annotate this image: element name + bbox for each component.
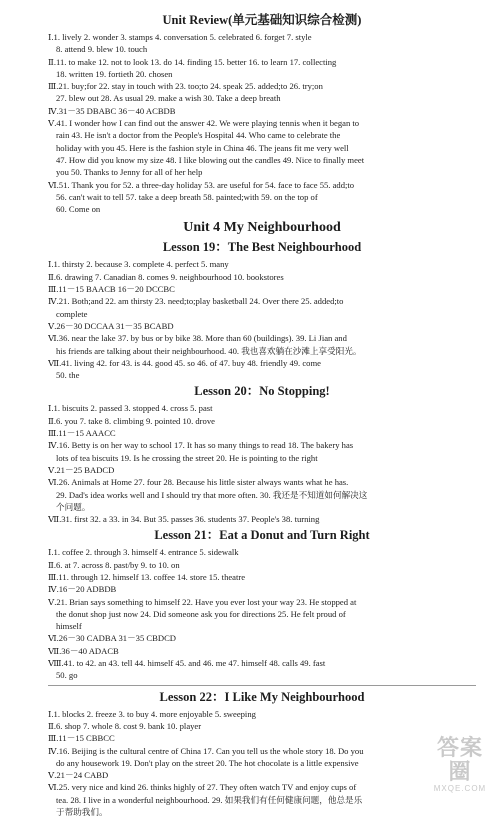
answer-line: Ⅷ.41. to 42. an 43. tell 44. himself 45. and 46. me 47. himself 48. calls 49. fast [48,658,326,669]
answer-line: Ⅱ.6. at 7. across 8. past/by 9. to 10. on [48,559,180,570]
answer-line: 50. the [56,370,80,381]
unit-title: Unit 4 My Neighbourhood [183,220,341,236]
watermark-logo: 答案圈 [436,735,483,784]
answer-line: Ⅴ.21－25 BADCD [48,464,115,475]
answer-line: complete [56,308,88,319]
answer-line: Ⅳ.31－35 DBABC 36－40 ACBDB [48,105,176,116]
unit-review-title: Unit Review(单元基础知识综合检测) [162,13,362,27]
answer-line: Ⅱ.6. you 7. take 8. climbing 9. pointed 10. drove [48,415,215,426]
lesson-20-answers [48,402,476,525]
answer-line: Ⅰ.1. lively 2. wonder 3. stamps 4. conversation 5. celebrated 6. forget 7. style [48,32,312,42]
answer-line: 27. blew out 28. As usual 29. make a wish 30. Take a deep breath [56,93,281,104]
lesson-22-title: Lesson 22：I Like My Neighbourhood [159,689,365,704]
lesson-21-answers [48,546,476,681]
lesson-19-answers [48,258,476,381]
answer-line: 60. Come on [56,204,101,215]
answer-line: Ⅲ.11－15 BAACB 16－20 DCCBC [48,284,175,295]
answer-line: Ⅳ.21. Both;and 22. am thirsty 23. need;to;play basketball 24. Over there 25. added;to [48,296,344,307]
lesson-20-title: Lesson 20：No Stopping! [194,384,330,399]
answer-line: the donut shop just now 24. Did someone ask you for directions 25. He felt proud of [56,608,346,619]
lesson-19-title: Lesson 19：The Best Neighbourhood [162,240,362,255]
lesson-22-answers [48,708,476,818]
answer-line: Ⅵ.26－30 CADBA 31－35 CBDCD [48,633,177,644]
answer-line: do any housework 19. Don't play on the street 20. The hot chocolate is a little expensive [56,757,359,768]
answer-line: Ⅱ.6. shop 7. whole 8. cost 9. bank 10. player [48,720,202,731]
answer-line: rain 43. He isn't a doctor from the People's Hospital 44. Who came to celebrate the [56,130,341,141]
answer-line: Ⅵ.36. near the lake 37. by bus or by bike 38. More than 60 (buildings). 39. Li Jian and [48,333,347,344]
unit-review-answers [48,31,476,215]
answer-line: Ⅱ.11. to make 12. not to look 13. do 14. finding 15. better 16. to learn 17. collecting [48,56,337,67]
answer-line: Ⅴ.21. Brian says something to himself 22. Have you ever lost your way 23. He stopped at [48,596,357,607]
answer-line: Ⅲ.21. buy;for 22. stay in touch with 23. too;to 24. speak 25. added;to 26. try;on [48,81,323,92]
answer-line: tea. 28. I live in a wonderful neighbourhood. 29. 如果我们有任何健康问题，他总是乐 [56,794,363,805]
answer-line: Ⅴ.21－24 CABD [48,770,109,781]
site-watermark [428,736,492,794]
answer-line: Ⅰ.1. blocks 2. freeze 3. to buy 4. more enjoyable 5. sweeping [48,708,256,719]
answer-line: Ⅰ.1. coffee 2. through 3. himself 4. entrance 5. sidewalk [48,547,239,558]
answer-line: Ⅲ.11－15 AAACC [48,428,116,439]
answer-line: 18. written 19. fortieth 20. chosen [56,68,173,79]
answer-line: Ⅵ.25. very nice and kind 26. thinks highly of 27. They often watch TV and enjoy cups of [48,782,357,793]
answer-line: Ⅳ.16. Betty is on her way to school 17. It has so many things to read 18. The bakery has [48,440,354,451]
lesson-21-title: Lesson 21：Eat a Donut and Turn Right [154,528,370,543]
answer-line: 个问题。 [56,501,91,512]
answer-line: holiday with you 45. Here is the fashion style in China 46. The jeans fit me very well [56,142,349,153]
answer-line: Ⅰ.1. biscuits 2. passed 3. stopped 4. cross 5. past [48,403,213,414]
answer-line: Ⅲ.11－15 CBBCC [48,733,115,744]
answer-line: Ⅵ.51. Thank you for 52. a three-day holiday 53. are useful for 54. face to face 55. add;to [48,179,355,190]
answer-line: Ⅰ.1. thirsty 2. because 3. complete 4. perfect 5. many [48,259,229,270]
answer-line: Ⅳ.16－20 ADBDB [48,584,117,595]
answer-line: lots of tea biscuits 19. Is he crossing the street 20. He is pointing to the right [56,452,318,463]
answer-line: 56. can't wait to tell 57. take a deep breath 58. painted;with 59. on the top of [56,191,318,202]
answer-line: Ⅶ.41. living 42. for 43. is 44. good 45. so 46. of 47. buy 48. friendly 49. come [48,357,321,368]
answer-line: 8. attend 9. blew 10. touch [56,44,148,55]
answer-line: Ⅳ.16. Beijing is the cultural centre of China 17. Can you tell us the whole story 18. Do you [48,745,364,756]
watermark-url: MXQE.COM [433,784,487,793]
answer-line: you 50. Thanks to Jenny for all of her help [56,167,203,178]
answer-line: his friends are talking about their neighbourhood. 40. 我也喜欢躺在沙滩上享受阳光。 [56,345,362,356]
answer-line: 29. Dad's idea works well and I should try that more often. 30. 我还是不知道如何解决这 [56,489,368,500]
answer-line: Ⅴ.41. I wonder how I can find out the answer 42. We were playing tennis when it began to [48,118,360,129]
answer-line: 于帮助我们。 [56,807,108,818]
answer-line: Ⅵ.26. Animals at Home 27. four 28. Because his little sister always wants what he has. [48,477,349,488]
answer-line: Ⅴ.26－30 DCCAA 31－35 BCABD [48,320,174,331]
section-divider [48,685,476,686]
answer-line: Ⅲ.11. through 12. himself 13. coffee 14. store 15. theatre [48,571,246,582]
answer-line: Ⅱ.6. drawing 7. Canadian 8. comes 9. neighbourhood 10. bookstores [48,271,284,282]
answer-line: Ⅶ.31. first 32. a 33. in 34. But 35. passes 36. students 37. People's 38. turning [48,514,320,525]
answer-line: himself [56,621,82,632]
answer-line: 50. go [56,670,78,681]
answer-line: Ⅶ.36－40 ADACB [48,645,119,656]
answer-line: 47. How did you know my size 48. I like blowing out the candles 49. Nice to finally meet [56,154,365,165]
